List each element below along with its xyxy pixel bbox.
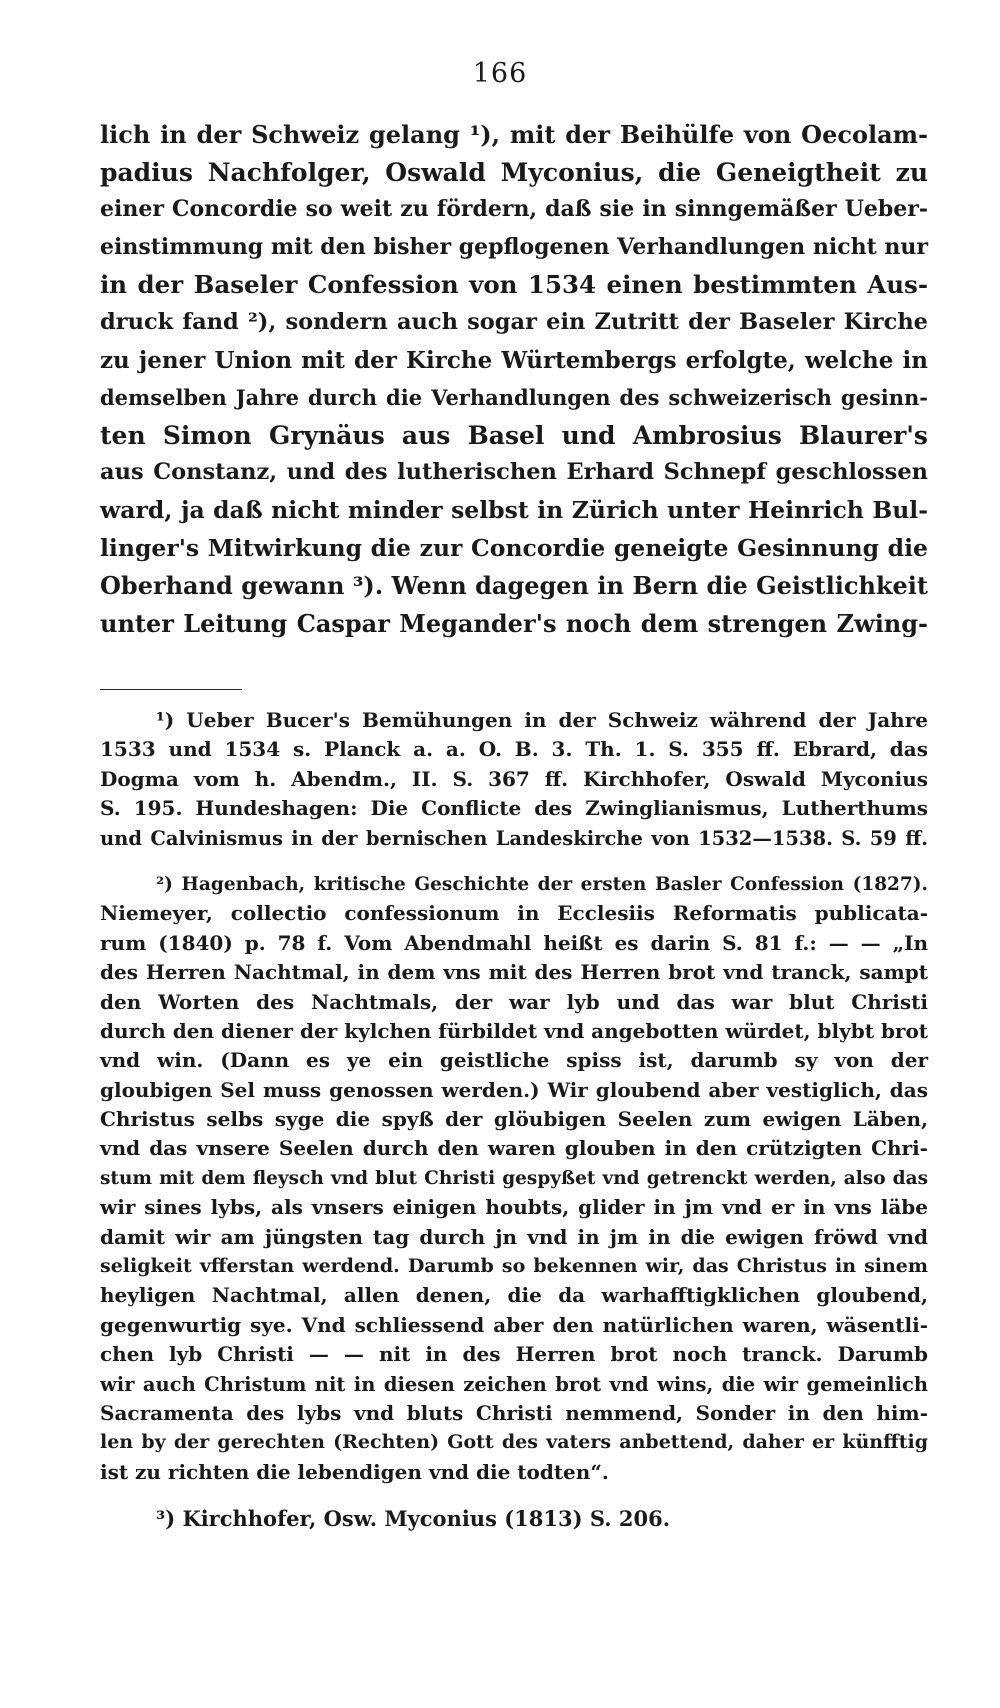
footnote-line: damit wir am jüngsten tag durch jn vnd in jm in die ewigen fröwd vnd <box>100 1224 928 1249</box>
text-line: unter Leitung Caspar Megander's noch dem strengen Zwing- <box>100 608 928 638</box>
footnote-line: stum mit dem fleysch vnd blut Christi gespyßet vnd getrenckt werden, also das <box>100 1167 928 1189</box>
footnote-line: und Calvinismus in der bernischen Landeskirche von 1532—1538. S. 59 ff. <box>100 826 928 850</box>
page-number: 166 <box>472 58 528 89</box>
footnote-line: Christus selbs syge die spyß der glöubigen Seelen zum ewigen Läben, <box>100 1107 928 1132</box>
text-line: einer Concordie so weit zu fördern, daß sie in sinngemäßer Ueber- <box>100 196 928 223</box>
footnote-line: ¹) Ueber Bucer's Bemühungen in der Schweiz während der Jahre <box>156 708 928 732</box>
footnote-line: wir auch Christum nit in diesen zeichen brot vnd wins, die wir gemeinlich <box>100 1372 928 1396</box>
footnote-line: vnd win. (Dann es ye ein geistliche spiss ist, darumb sy von der <box>100 1048 928 1073</box>
footnote-2 <box>100 870 928 1487</box>
text-line: zu jener Union mit der Kirche Würtembergs erfolgte, welche in <box>100 346 928 374</box>
footnote-line: heyligen Nachtmal, allen denen, die da warhafftigklichen gloubend, <box>100 1283 928 1308</box>
footnote-1 <box>100 706 928 853</box>
footnote-line: ³) Kirchhofer, Osw. Myconius (1813) S. 206. <box>156 1506 671 1532</box>
text-line: ward, ja daß nicht minder selbst in Zürich unter Heinrich Bul- <box>100 495 928 524</box>
main-text <box>100 116 928 642</box>
footnote-line: Dogma vom h. Abendm., II. S. 367 ff. Kirchhofer, Oswald Myconius <box>100 766 928 791</box>
text-line: lich in der Schweiz gelang ¹), mit der Beihülfe von Oecolam- <box>100 120 928 149</box>
footnote-line: wir sines lybs, als vnsers einigen houbts, glider in jm vnd er in vns läbe <box>100 1195 928 1220</box>
text-line: padius Nachfolger, Oswald Myconius, die Geneigtheit zu <box>100 157 928 187</box>
footnote-line: gegenwurtig sye. Vnd schliessend aber den natürlichen waren, wäsentli- <box>100 1312 928 1337</box>
footnote-line: vnd das vnsere Seelen durch den waren glouben in den crützigten Chri- <box>100 1136 928 1161</box>
text-line: Oberhand gewann ³). Wenn dagegen in Bern die Geistlichkeit <box>100 571 928 601</box>
footnote-line: Sacramenta des lybs vnd bluts Christi nemmend, Sonder in den him- <box>100 1400 928 1425</box>
footnotes <box>100 706 928 1534</box>
text-line: in der Baseler Confession von 1534 einen bestimmten Aus- <box>100 270 928 300</box>
text-line: linger's Mitwirkung die zur Concordie geneigte Gesinnung die <box>100 533 928 562</box>
footnote-line: 1533 und 1534 s. Planck a. a. O. B. 3. Th. 1. S. 355 ff. Ebrard, das <box>100 737 928 762</box>
footnote-line: ist zu richten die lebendigen vnd die todten“. <box>100 1459 609 1484</box>
footnote-line: den Worten des Nachtmals, der war lyb und das war blut Christi <box>100 989 928 1014</box>
footnote-line: ²) Hagenbach, kritische Geschichte der ersten Basler Confession (1827). <box>156 873 928 895</box>
footnote-3 <box>100 1504 928 1534</box>
footnote-gap <box>100 1487 928 1504</box>
footnote-line: S. 195. Hundeshagen: Die Conflicte des Zwinglianismus, Lutherthums <box>100 796 928 821</box>
footnote-line: des Herren Nachtmal, in dem vns mit des Herren brot vnd tranck, sampt <box>100 960 928 985</box>
text-line: einstimmung mit den bisher gepflogenen Verhandlungen nicht nur <box>100 233 928 260</box>
text-line: demselben Jahre durch die Verhandlungen des schweizerisch gesinn- <box>100 385 928 411</box>
footnote-gap <box>100 853 928 870</box>
footnote-line: seligkeit vfferstan werdend. Darumb so bekennen wir, das Christus in sinem <box>100 1255 928 1278</box>
footnote-line: durch den diener der kylchen fürbildet vnd angebotten würdet, blybt brot <box>100 1018 929 1043</box>
footnote-separator <box>100 689 242 690</box>
footnote-line: Niemeyer, collectio confessionum in Ecclesiis Reformatis publicata- <box>100 901 928 926</box>
text-line: ten Simon Grynäus aus Basel und Ambrosius Blaurer's <box>100 420 928 450</box>
footnote-line: rum (1840) p. 78 f. Vom Abendmahl heißt es darin S. 81 f.: — — „In <box>100 930 928 955</box>
footnote-line: len by der gerechten (Rechten) Gott des vaters anbettend, daher er künfftig <box>100 1431 928 1454</box>
footnote-line: chen lyb Christi — — nit in des Herren brot noch tranck. Darumb <box>100 1342 928 1367</box>
text-line: druck fand ²), sondern auch sogar ein Zutritt der Baseler Kirche <box>100 308 928 335</box>
text-line: aus Constanz, und des lutherischen Erhard Schnepf geschlossen <box>100 459 928 486</box>
footnote-line: gloubigen Sel muss genossen werden.) Wir gloubend aber vestiglich, das <box>100 1077 928 1102</box>
